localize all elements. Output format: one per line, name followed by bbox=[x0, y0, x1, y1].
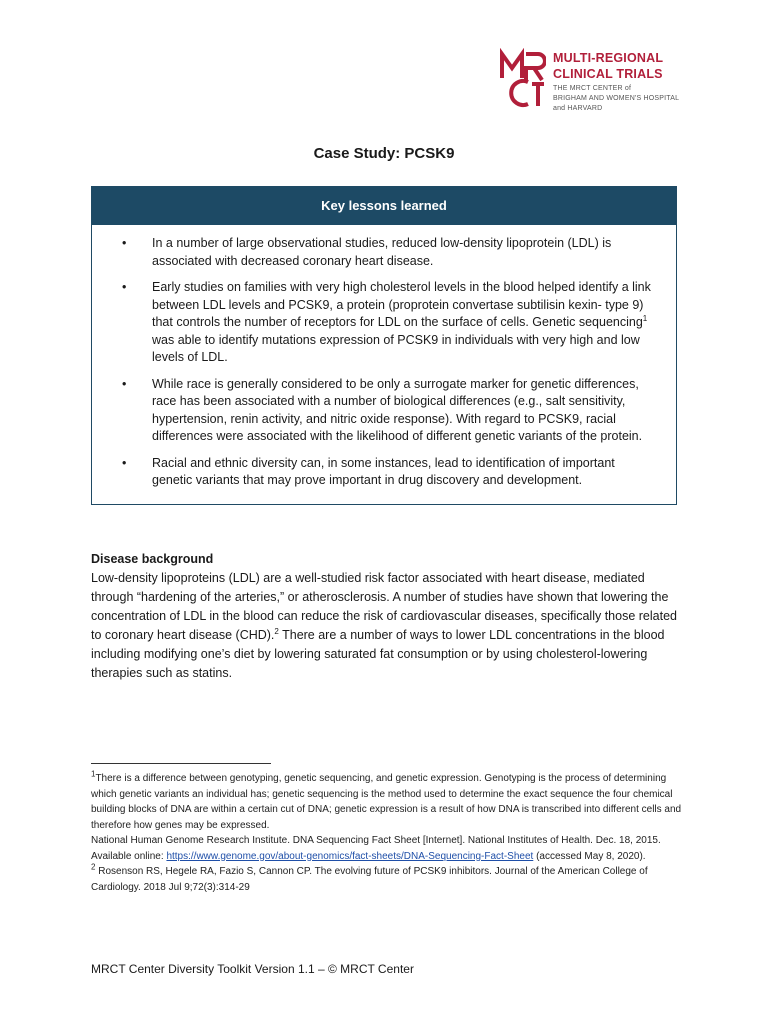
list-item bbox=[122, 455, 656, 490]
disease-background-text-a: Low-density lipoproteins (LDL) are a well-studied risk factor associated with heart disease, mediated through “hardening of the arteries,” or atherosclerosis. A number of studies have shown that lowering the concentration of LDL in the blood can reduce the risk of cardiovascular diseases, specifically those related to coronary heart disease (CHD). bbox=[91, 571, 677, 642]
footnote-2 bbox=[91, 864, 687, 895]
disease-background-text bbox=[91, 569, 681, 683]
logo-line-1: MULTI-REGIONAL bbox=[553, 51, 664, 65]
bullet-icon: • bbox=[122, 376, 127, 391]
page-footer: MRCT Center Diversity Toolkit Version 1.1 – © MRCT Center bbox=[91, 962, 414, 976]
list-item-text: Racial and ethnic diversity can, in some instances, lead to identification of important genetic variants that may prove important in drug discovery and development. bbox=[152, 455, 615, 487]
footnote-1-accessed: (accessed May 8, 2020). bbox=[533, 850, 646, 862]
disease-background-heading: Disease background bbox=[91, 552, 214, 566]
list-item-text: Early studies on families with very high cholesterol levels in the blood helped identify a link between LDL levels and PCSK9, a protein (proprotein convertase subtilisin kexin- type 9) that controls the number of receptors for LDL on the surface of cells. Genetic sequencing bbox=[152, 280, 651, 329]
key-lessons-box bbox=[91, 186, 677, 505]
list-item bbox=[122, 376, 656, 446]
list-item bbox=[122, 235, 656, 270]
disease-background-text-b: There are a number of ways to lower LDL concentrations in the blood including modifying one’s diet by lowering saturated fat consumption or by using cholesterol-lowering therapies such as statins. bbox=[91, 628, 665, 680]
list-item-text: In a number of large observational studies, reduced low-density lipoprotein (LDL) is associated with decreased coronary heart disease. bbox=[152, 236, 612, 268]
page-title: Case Study: PCSK9 bbox=[313, 145, 455, 162]
footnote-1-mark: 1 bbox=[91, 769, 96, 779]
footnote-1 bbox=[91, 771, 687, 833]
footnotes bbox=[91, 771, 687, 895]
footnote-ref: 1 bbox=[642, 313, 648, 323]
mrct-logo bbox=[498, 48, 698, 110]
bullet-icon: • bbox=[122, 236, 127, 250]
list-item bbox=[122, 279, 656, 367]
footnote-ref: 2 bbox=[274, 626, 279, 636]
logo-line-2: CLINICAL TRIALS bbox=[553, 67, 663, 81]
footnote-2-mark: 2 bbox=[91, 862, 96, 872]
genome-fact-sheet-link[interactable]: https://www.genome.gov/about-genomics/fact-sheets/DNA-Sequencing-Fact-Sheet bbox=[166, 850, 534, 862]
logo-line-4: BRIGHAM AND WOMEN'S HOSPITAL bbox=[553, 95, 680, 102]
mrct-logo-icon bbox=[498, 48, 546, 108]
logo-line-5: and HARVARD bbox=[553, 105, 603, 112]
footnote-1-reference bbox=[91, 833, 687, 864]
footnote-2-text: Rosenson RS, Hegele RA, Fazio S, Cannon CP. The evolving future of PCSK9 inhibitors. Journal of the American College of Cardiology. 2018 Jul 9;72(3):314-29 bbox=[91, 866, 648, 893]
bullet-icon: • bbox=[122, 280, 127, 294]
list-item-text: While race is generally considered to be only a surrogate marker for genetic differences, race has been associated with a number of biological differences (e.g., salt sensitivity, hypertension, renin activity, and nitric oxide response). With regard to PCSK9, racial differences were associated with the likelihood of different genetic variants of the protein. bbox=[152, 376, 643, 443]
footnote-1-text: There is a difference between genotyping, genetic sequencing, and genetic expression. Genotyping is the process of determining which genetic variants an individual has; genetic sequencing is the method used to determine the exact sequence the four chemical building blocks of DNA are within a certain cut of DNA; genetic expression is a result of how DNA is transcribed into different cells and therefore how genes may be expressed. bbox=[91, 773, 682, 831]
footnote-1-ref-text: National Human Genome Research Institute. DNA Sequencing Fact Sheet [Internet]. National Institutes of Health. Dec. 18, 2015. Available online: bbox=[91, 835, 661, 862]
key-lessons-list bbox=[92, 225, 676, 490]
logo-line-3: THE MRCT CENTER of bbox=[553, 85, 632, 92]
footnote-divider bbox=[91, 763, 271, 764]
list-item-text-cont: was able to identify mutations expression of PCSK9 in individuals with very high and low levels of LDL. bbox=[152, 332, 640, 364]
bullet-icon: • bbox=[122, 455, 127, 470]
key-lessons-header: Key lessons learned bbox=[92, 187, 676, 225]
